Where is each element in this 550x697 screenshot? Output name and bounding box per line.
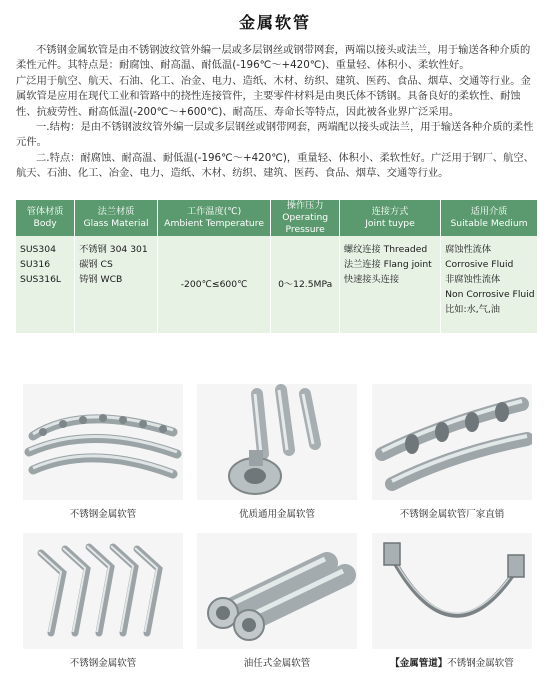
gallery-caption: 优质通用金属软管 xyxy=(238,509,315,520)
features-paragraph: 二.特点：耐腐蚀、耐高温、耐低温(-196℃～+420℃)，重量轻、体积小、柔软性好。广泛用于钢厂、航空、航天、石油、化工、冶金、电力、造纸、木材、纺织、建筑、医药、食品、烟草、交通等行业。 xyxy=(16,151,534,180)
hose-with-fittings-icon xyxy=(372,533,532,649)
body-material-cell: SUS304 SU316 SUS316L xyxy=(16,236,75,333)
gallery-caption xyxy=(372,655,532,669)
bent-pipes-icon xyxy=(23,533,183,649)
structure-paragraph: 一.结构：是由不锈钢波纹管外编一层或多层钢丝或钢带网套，两端配以接头或法兰，用于输送各种介质的柔性元件。 xyxy=(16,121,534,149)
gallery-caption: 不锈钢金属软管 xyxy=(69,509,137,520)
flange-material-cell: 不锈钢 304 301 碳钢 CS 铸钢 WCB xyxy=(75,236,158,333)
caption-prefix: 【金属管道】 xyxy=(390,658,448,669)
gallery-item[interactable] xyxy=(372,384,532,520)
gallery-caption: 油任式金属软管 xyxy=(243,658,311,669)
gallery-caption: 不锈钢金属软管厂家直销 xyxy=(399,509,505,520)
intro-paragraph: 广泛用于航空、航天、石油、化工、冶金、电力、造纸、木材、纺织、建筑、医药、食品、烟草、交通等行业。金属软管是应用在现代工业和管路中的挠性连接管件，主要零件材料是由奥氏体不锈钢。具备良好的柔软性、耐蚀性、抗疲劳性、耐高低温(-200℃～+600℃)、耐高压、寿命长等特点，因此被各业界广泛采用。 xyxy=(16,74,531,118)
caption-text: 不锈钢金属软管 xyxy=(447,658,514,669)
gallery-item[interactable] xyxy=(372,533,532,669)
braided-hose-closeup-icon xyxy=(372,384,532,500)
medium-cell: 腐蚀性流体 Corrosive Fluid 非腐蚀性流体 Non Corrosive Fluid 比如:水,气,油 xyxy=(441,236,537,333)
pressure-cell: 0～12.5MPa xyxy=(271,236,340,333)
page-title: 金属软管 xyxy=(238,13,311,32)
header-joint: 连接方式 Joint tuype xyxy=(339,200,440,236)
joint-type-cell: 螺纹连接 Threaded 法兰连接 Flang joint 快速接头连接 xyxy=(339,236,440,333)
gallery-item[interactable] xyxy=(197,533,357,669)
gallery-item[interactable] xyxy=(197,384,357,520)
header-temperature: 工作温度(℃) Ambient Temperature xyxy=(157,200,271,236)
temperature-cell: -200℃≤600℃ xyxy=(157,236,271,333)
header-flange: 法兰材质 Glass Material xyxy=(75,200,158,236)
intro-text xyxy=(16,43,538,182)
table-row xyxy=(16,236,537,333)
header-pressure: 操作压力 Operating Pressure xyxy=(271,200,340,236)
spec-table-header xyxy=(16,200,537,236)
coiled-hose-icon xyxy=(23,384,183,500)
flanged-hose-icon xyxy=(197,384,357,500)
header-body: 管体材质 Body xyxy=(16,200,75,236)
gallery-caption: 不锈钢金属软管 xyxy=(69,658,137,669)
header-medium: 适用介质 Suitable Medium xyxy=(441,200,537,236)
gallery-item[interactable] xyxy=(23,384,183,520)
spec-table xyxy=(16,200,537,333)
intro-paragraph: 不锈钢金属软管是由不锈钢波纹管外编一层或多层钢丝或钢带网套，两端以接头或法兰，用于输送各种介质的柔性元件。其特点是：耐腐蚀、耐高温、耐低温(-196℃～+420℃)、重量轻、体积小、柔软性好。 xyxy=(16,44,531,72)
gallery-item[interactable] xyxy=(23,533,183,669)
union-hose-bundle-icon xyxy=(197,533,357,649)
